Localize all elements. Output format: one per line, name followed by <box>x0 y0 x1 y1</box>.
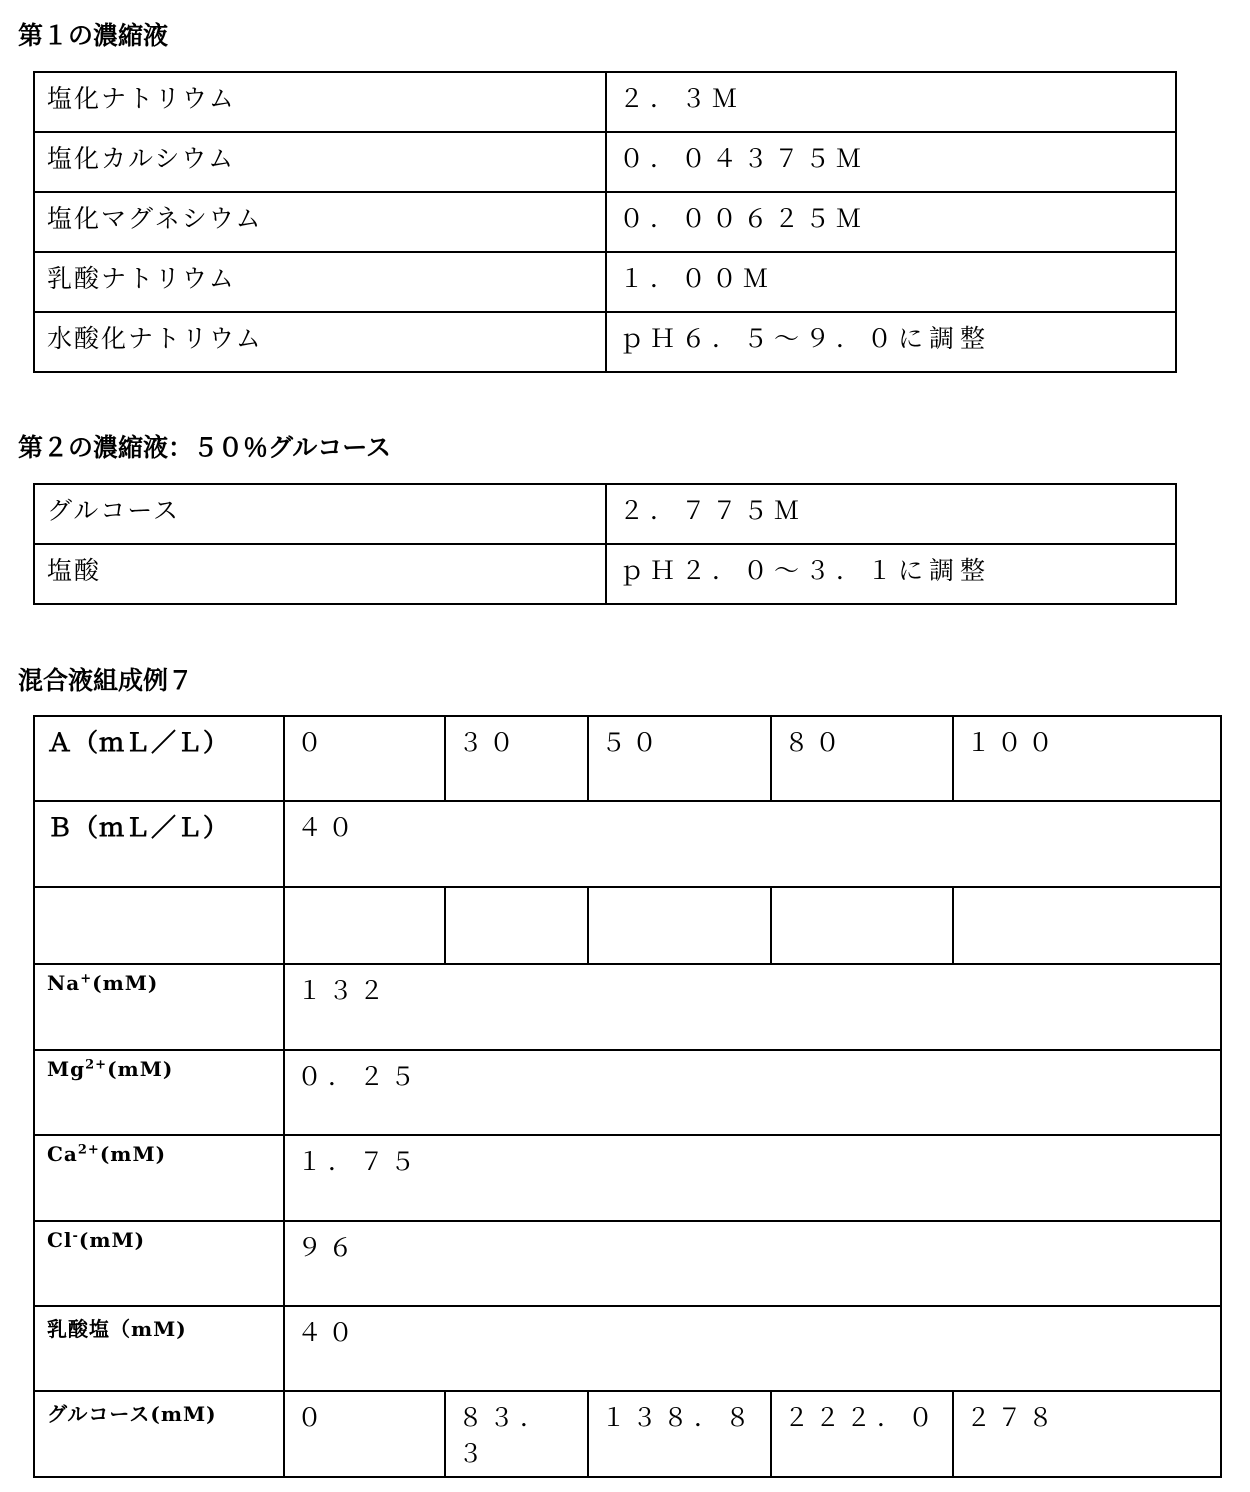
cell-name: 水酸化ナトリウム <box>34 312 606 372</box>
mg-value: ０．２５ <box>284 1050 1221 1135</box>
cell-value: ｐＨ２．０～３．１に調整 <box>606 544 1176 604</box>
empty-cell <box>588 887 771 964</box>
ca-value: １．７５ <box>284 1135 1221 1221</box>
row-na <box>34 964 1221 1050</box>
mixture-table <box>33 715 1222 1478</box>
a-value: ８０ <box>771 716 953 801</box>
table-row <box>34 72 1176 132</box>
b-value: ４０ <box>284 801 1221 887</box>
row-lactate <box>34 1306 1221 1391</box>
cell-value: ２．７７５Ｍ <box>606 484 1176 544</box>
table-row <box>34 312 1176 372</box>
cell-name: 乳酸ナトリウム <box>34 252 606 312</box>
glucose-value: １３８．８ <box>588 1391 771 1477</box>
table-row <box>34 544 1176 604</box>
lactate-value: ４０ <box>284 1306 1221 1391</box>
concentrate2-table <box>33 483 1177 605</box>
cl-label: Cl-(mM) <box>34 1221 284 1306</box>
glucose-value: ０ <box>284 1391 445 1477</box>
row-glucose <box>34 1391 1221 1477</box>
cell-value: ２．３Ｍ <box>606 72 1176 132</box>
b-label: Ｂ（ｍＬ／Ｌ） <box>34 801 284 887</box>
empty-cell <box>445 887 588 964</box>
glucose-value: ２７８ <box>953 1391 1221 1477</box>
section1-title: 第１の濃縮液 <box>18 16 168 52</box>
cl-value: ９６ <box>284 1221 1221 1306</box>
concentrate1-table <box>33 71 1177 373</box>
mg-label: Mg2+(mM) <box>34 1050 284 1135</box>
table-row <box>34 252 1176 312</box>
lactate-label: 乳酸塩（mM) <box>34 1306 284 1391</box>
row-cl <box>34 1221 1221 1306</box>
section3-title: 混合液組成例７ <box>18 661 193 697</box>
glucose-value: ８３．３ <box>445 1391 588 1477</box>
row-empty <box>34 887 1221 964</box>
cell-value: ｐＨ６．５～９．０に調整 <box>606 312 1176 372</box>
a-value: １００ <box>953 716 1221 801</box>
row-a <box>34 716 1221 801</box>
cell-name: 塩化カルシウム <box>34 132 606 192</box>
cell-name: 塩化マグネシウム <box>34 192 606 252</box>
empty-cell <box>284 887 445 964</box>
na-label: Na+(mM) <box>34 964 284 1050</box>
a-value: ５０ <box>588 716 771 801</box>
section2-title: 第２の濃縮液：５０％グルコース <box>18 428 391 464</box>
a-label: Ａ（ｍＬ／Ｌ） <box>34 716 284 801</box>
empty-cell <box>34 887 284 964</box>
empty-cell <box>771 887 953 964</box>
a-value: ３０ <box>445 716 588 801</box>
glucose-value: ２２２．０ <box>771 1391 953 1477</box>
cell-name: 塩酸 <box>34 544 606 604</box>
cell-name: 塩化ナトリウム <box>34 72 606 132</box>
cell-name: グルコース <box>34 484 606 544</box>
table-row <box>34 132 1176 192</box>
glucose-label: グルコース(mM) <box>34 1391 284 1477</box>
table-row <box>34 192 1176 252</box>
table-row <box>34 484 1176 544</box>
cell-value: ０．０４３７５Ｍ <box>606 132 1176 192</box>
a-value: ０ <box>284 716 445 801</box>
cell-value: １．００Ｍ <box>606 252 1176 312</box>
na-value: １３２ <box>284 964 1221 1050</box>
cell-value: ０．００６２５Ｍ <box>606 192 1176 252</box>
ca-label: Ca2+(mM) <box>34 1135 284 1221</box>
row-b <box>34 801 1221 887</box>
empty-cell <box>953 887 1221 964</box>
row-mg <box>34 1050 1221 1135</box>
row-ca <box>34 1135 1221 1221</box>
